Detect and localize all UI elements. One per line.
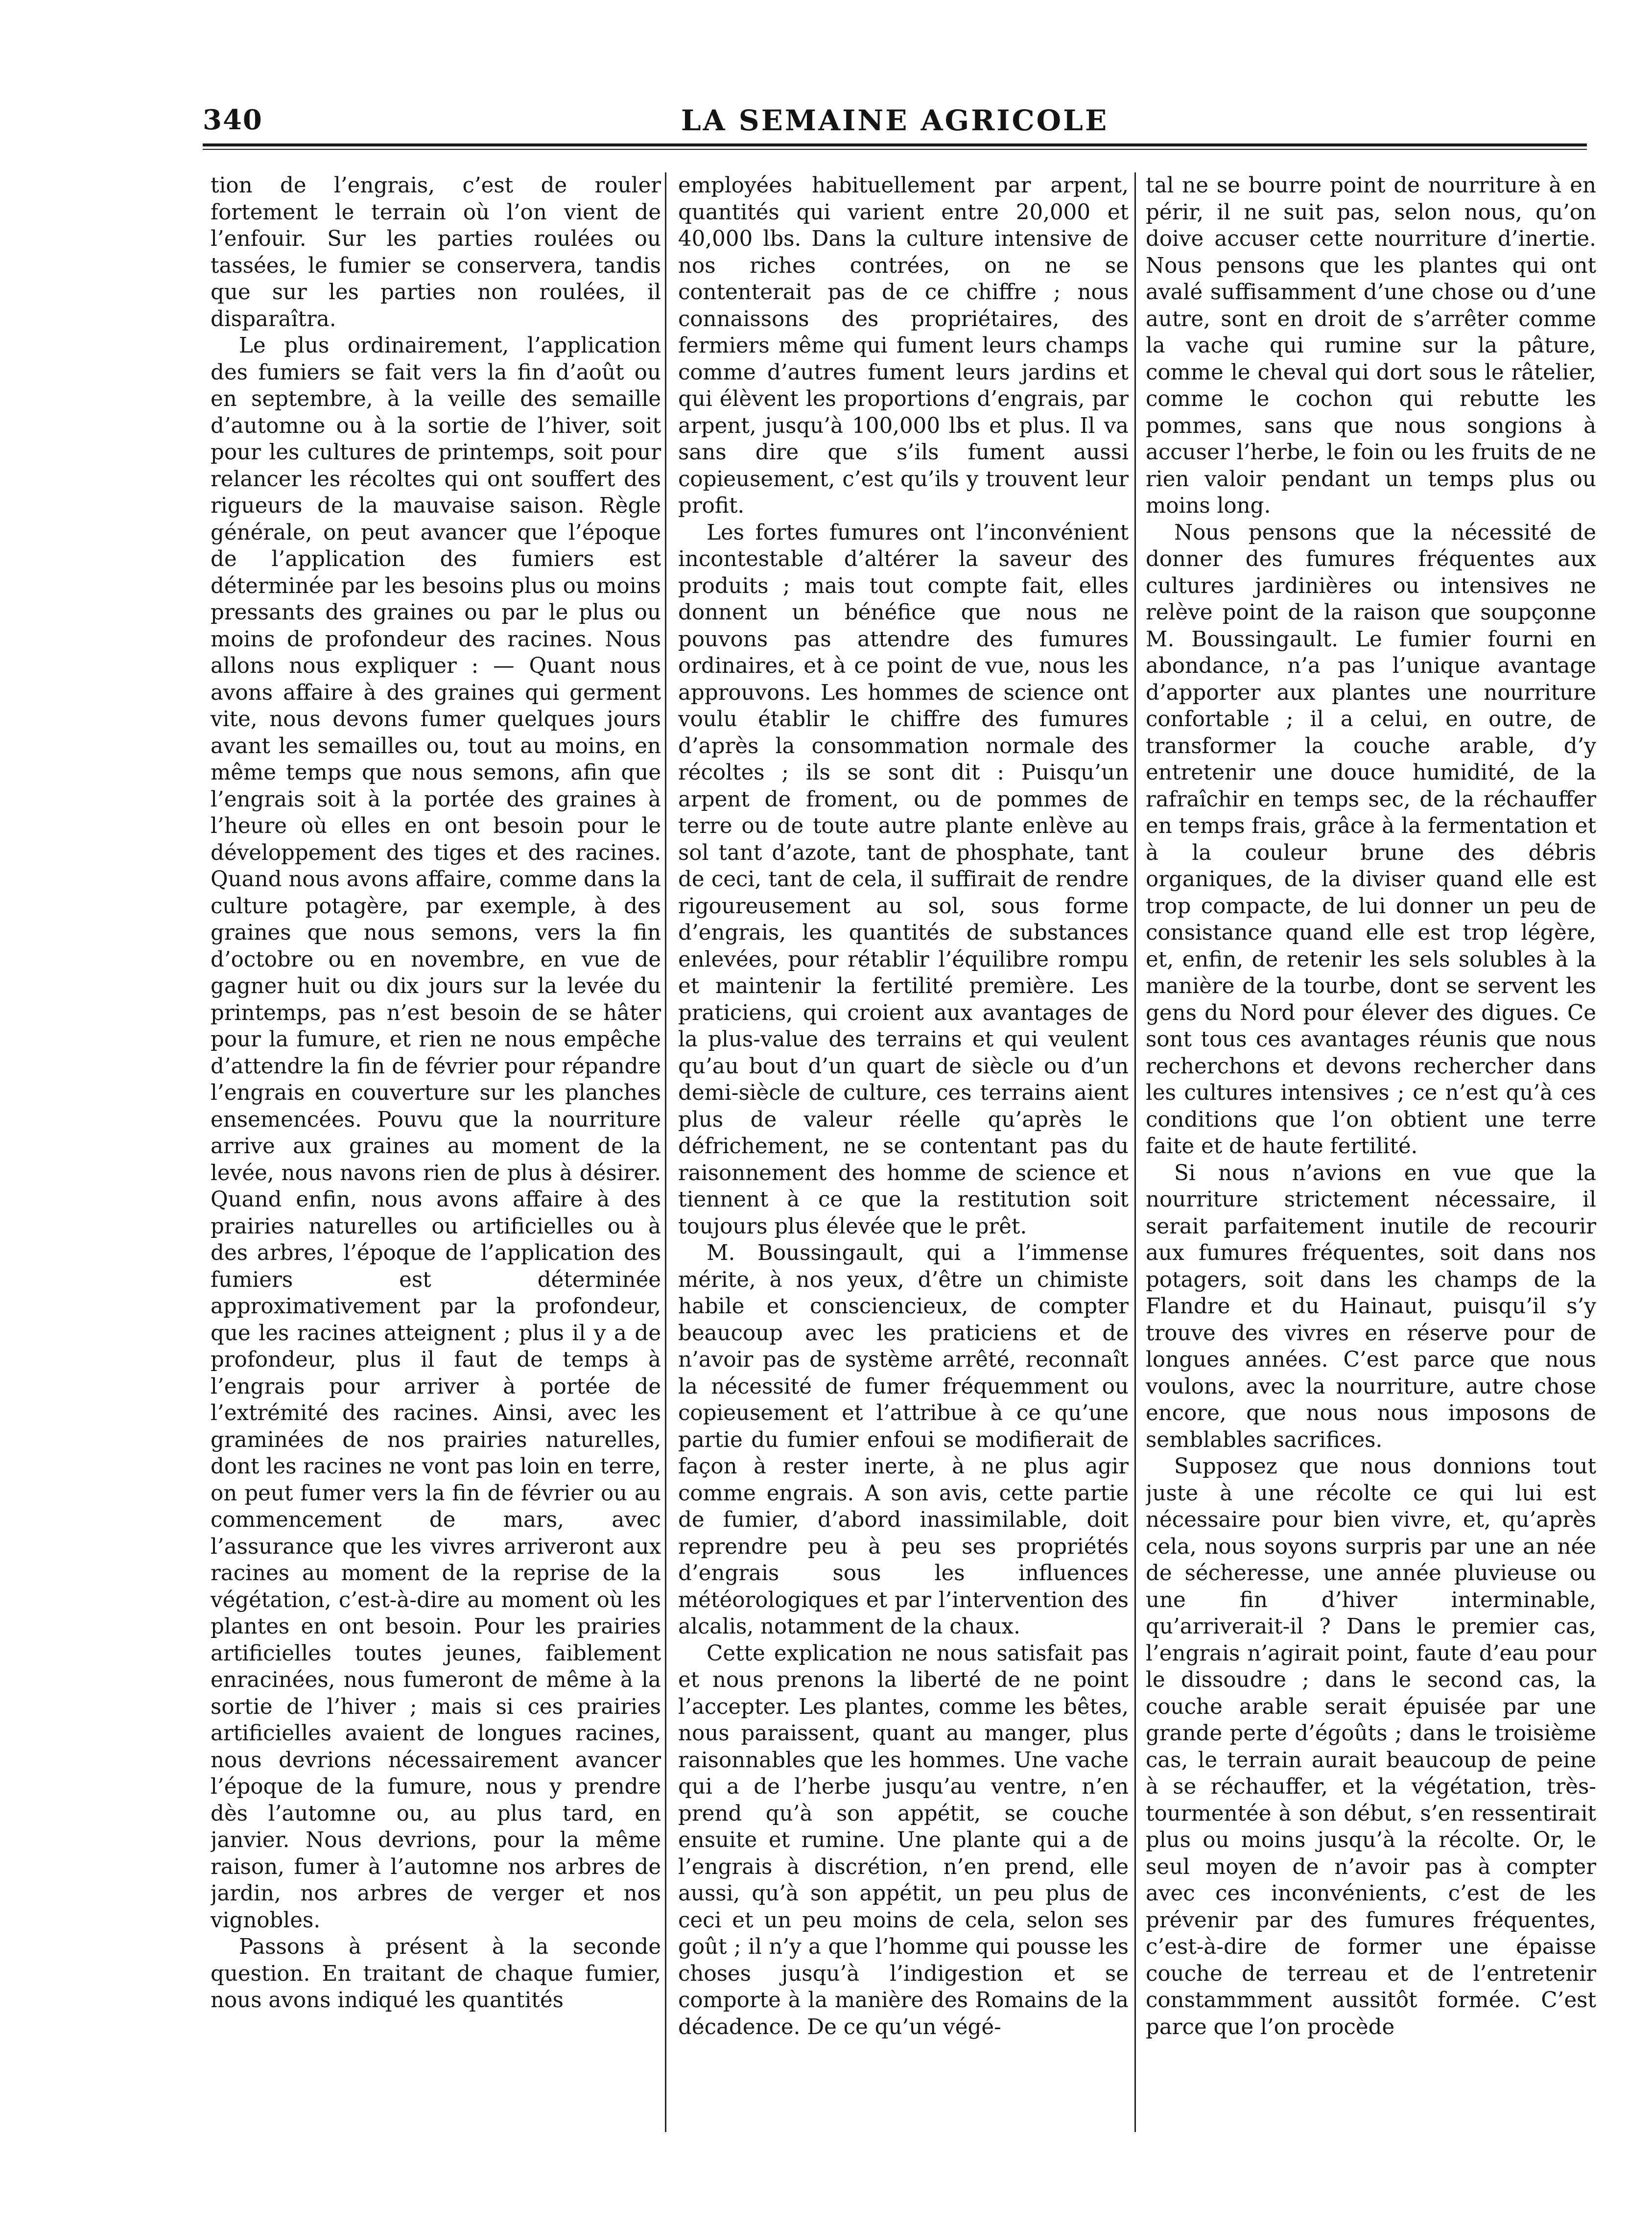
text-column-1: [211, 172, 661, 2136]
column-divider: [1134, 172, 1136, 2132]
journal-title: LA SEMAINE AGRICOLE: [681, 104, 1109, 137]
page-header: [203, 104, 1587, 143]
paragraph: employées habituellement par arpent, quantités qui varient entre 20,000 et 40,000 lbs. Dans la culture intensive de nos riches contrées, on ne se contenterait pas de ce chiffre ; nous connaissons des propriétaires, des fermiers même qui fument leurs champs comme d’autres fument leurs jardins et qui élèvent les proportions d’engrais, par arpent, jusqu’à 100,000 lbs et plus. Il va sans dire que s’ils fument aussi copieusement, c’est qu’ils y trouvent leur profit.: [678, 173, 1129, 518]
paragraph: Le plus ordinairement, l’application des fumiers se fait vers la fin d’août ou en septembre, à la veille des semaille d’automne ou à la sortie de l’hiver, soit pour les cultures de printemps, soit pour relancer les récoltes qui ont souffert des rigueurs de la mauvaise saison. Règle générale, on peut avancer que l’époque de l’application des fumiers est déterminée par les besoins plus ou moins pressants des graines ou par le plus ou moins de profondeur des racines. Nous allons nous expliquer : — Quant nous avons affaire à des graines qui germent vite, nous devons fumer quelques jours avant les semailles ou, tout au moins, en même temps que nous semons, afin que l’engrais soit à la portée des graines à l’heure où elles en ont besoin pour le développement des tiges et des racines. Quand nous avons affaire, comme dans la culture potagère, par exemple, à des graines que nous semons, vers la fin d’octobre ou en novembre, en vue de gagner huit ou dix jours sur la levée du printemps, pas n’est besoin de se hâter pour la fumure, et rien ne nous empêche d’attendre la fin de février pour répandre l’engrais en couverture sur les planches ensemencées. Pouvu que la nourriture arrive aux graines au moment de la levée, nous navons rien de plus à désirer. Quand enfin, nous avons affaire à des prairies naturelles ou artificielles ou à des arbres, l’époque de l’application des fumiers est déterminée approximativement par la profondeur, que les racines atteignent ; plus il y a de profondeur, plus il faut de temps à l’engrais pour arriver à portée de l’extrémité des racines. Ainsi, avec les graminées de nos prairies naturelles, dont les racines ne vont pas loin en terre, on peut fumer vers la fin de février ou au commencement de mars, avec l’assurance que les vivres arriveront aux racines au moment de la reprise de la végétation, c’est-à-dire au moment où les plantes en ont besoin. Pour les prairies artificielles toutes jeunes, faiblement enracinées, nous fumeront de même à la sortie de l’hiver ; mais si ces prairies artificielles avaient de longues racines, nous devrions nécessairement avancer l’époque de la fumure, nous y prendre dès l’automne ou, au plus tard, en janvier. Nous devrions, pour la même raison, fumer à l’automne nos arbres de jardin, nos arbres de verger et nos vignobles.: [211, 333, 661, 1933]
paragraph: Passons à présent à la seconde question. En traitant de chaque fumier, nous avons indiqué les quantités: [211, 1935, 661, 2013]
text-column-3: [1146, 172, 1596, 2136]
paragraph: Nous pensons que la nécessité de donner des fumures fréquentes aux cultures jardinières ou intensives ne relève point de la raison que soupçonne M. Boussingault. Le fumier fourni en abondance, n’a pas l’unique avantage d’apporter aux plantes une nourriture confortable ; il a celui, en outre, de transformer la couche arable, d’y entretenir une douce humidité, de la rafraîchir en temps sec, de la réchauffer en temps frais, grâce à la fermentation et à la couleur brune des débris organiques, de la diviser quand elle est trop compacte, de lui donner un peu de consistance quand elle est trop légère, et, enfin, de retenir les sels solubles à la manière de la tourbe, dont se servent les gens du Nord pour élever des digues. Ce sont tous ces avantages réunis que nous recherchons et devons rechercher dans les cultures intensives ; ce n’est qu’à ces conditions que l’on obtient une terre faite et de haute fertilité.: [1146, 520, 1596, 1159]
header-rule-thick: [203, 143, 1587, 146]
paragraph: tion de l’engrais, c’est de rouler fortement le terrain où l’on vient de l’enfouir. Sur les parties roulées ou tassées, le fumier se conservera, tandis que sur les parties non roulées, il disparaîtra.: [211, 173, 661, 332]
header-rule-thin: [203, 149, 1587, 150]
paragraph: Si nous n’avions en vue que la nourriture strictement nécessaire, il serait parfaitement inutile de recourir aux fumures fréquentes, soit dans nos potagers, soit dans les champs de la Flandre et du Hainaut, puisqu’il s’y trouve des vivres en réserve pour de longues années. C’est parce que nous voulons, avec la nourriture, autre chose encore, que nous nous imposons de semblables sacrifices.: [1146, 1161, 1596, 1452]
paragraph: M. Boussingault, qui a l’immense mérite, à nos yeux, d’être un chimiste habile et consciencieux, de compter beaucoup avec les praticiens et de n’avoir pas de système arrêté, reconnaît la nécessité de fumer fréquemment ou copieusement et l’attribue à ce qu’une partie du fumier enfoui se modifierait de façon à rester inerte, à ne plus agir comme engrais. A son avis, cette partie de fumier, d’abord inassimilable, doit reprendre peu à peu ses propriétés d’engrais sous les influences météorologiques et par l’intervention des alcalis, notamment de la chaux.: [678, 1241, 1129, 1639]
page-number: 340: [203, 104, 263, 136]
paragraph: Les fortes fumures ont l’inconvénient incontestable d’altérer la saveur des produits ; mais tout compte fait, elles donnent un bénéfice que nous ne pouvons pas attendre des fumures ordinaires, et à ce point de vue, nous les approuvons. Les hommes de science ont voulu établir le chiffre des fumures d’après la consommation normale des récoltes ; ils se sont dit : Puisqu’un arpent de froment, ou de pommes de terre ou de toute autre plante enlève au sol tant d’azote, tant de phosphate, tant de ceci, tant de cela, il suffirait de rendre rigoureusement au sol, sous forme d’engrais, les quantités de substances enlevées, pour rétablir l’équilibre rompu et maintenir la fertilité première. Les praticiens, qui croient aux avantages de la plus-value des terrains et qui veulent qu’au bout d’un quart de siècle ou d’un demi-siècle de culture, ces terrains aient plus de valeur réelle qu’après le défrichement, ne se contentant pas du raisonnement des homme de science et tiennent à ce que la restitution soit toujours plus élevée que le prêt.: [678, 520, 1129, 1239]
paragraph: Supposez que nous donnions tout juste à une récolte ce qui lui est nécessaire pour bien vivre, et, qu’après cela, nous soyons surpris par une an née de sécheresse, une année pluvieuse ou une fin d’hiver interminable, qu’arriverait-il ? Dans le premier cas, l’engrais n’agirait point, faute d’eau pour le dissoudre ; dans le second cas, la couche arable serait épuisée par une grande perte d’égoûts ; dans le troisième cas, le terrain aurait beaucoup de peine à se réchauffer, et la végétation, très-tourmentée à son début, s’en ressentirait plus ou moins jusqu’à la récolte. Or, le seul moyen de n’avoir pas à compter avec ces inconvénients, c’est de les prévenir par des fumures fréquentes, c’est-à-dire de former une épaisse couche de terreau et de l’entretenir constammment aussitôt formée. C’est parce que l’on procède: [1146, 1454, 1596, 2039]
text-column-2: [678, 172, 1129, 2136]
paragraph: Cette explication ne nous satisfait pas et nous prenons la liberté de ne point l’accepter. Les plantes, comme les bêtes, nous paraissent, quant au manger, plus raisonnables que les hommes. Une vache qui a de l’herbe jusqu’au ventre, n’en prend qu’à son appétit, se couche ensuite et rumine. Une plante qui a de l’engrais à discrétion, n’en prend, elle aussi, qu’à son appétit, un peu plus de ceci et un peu moins de cela, selon ses goût ; il n’y a que l’homme qui pousse les choses jusqu’à l’indigestion et se comporte à la manière des Romains de la décadence. De ce qu’un végé-: [678, 1641, 1129, 2039]
column-divider: [665, 172, 666, 2132]
paragraph: tal ne se bourre point de nourriture à en périr, il ne suit pas, selon nous, qu’on doive accuser cette nourriture d’inertie. Nous pensons que les plantes qui ont avalé suffisamment d’une chose ou d’une autre, sont en droit de s’arrêter comme la vache qui rumine sur la pâture, comme le cheval qui dort sous le râtelier, comme le cochon qui rebutte les pommes, sans que nous songions à accuser l’herbe, le foin ou les fruits de ne rien valoir pendant un temps plus ou moins long.: [1146, 173, 1596, 518]
